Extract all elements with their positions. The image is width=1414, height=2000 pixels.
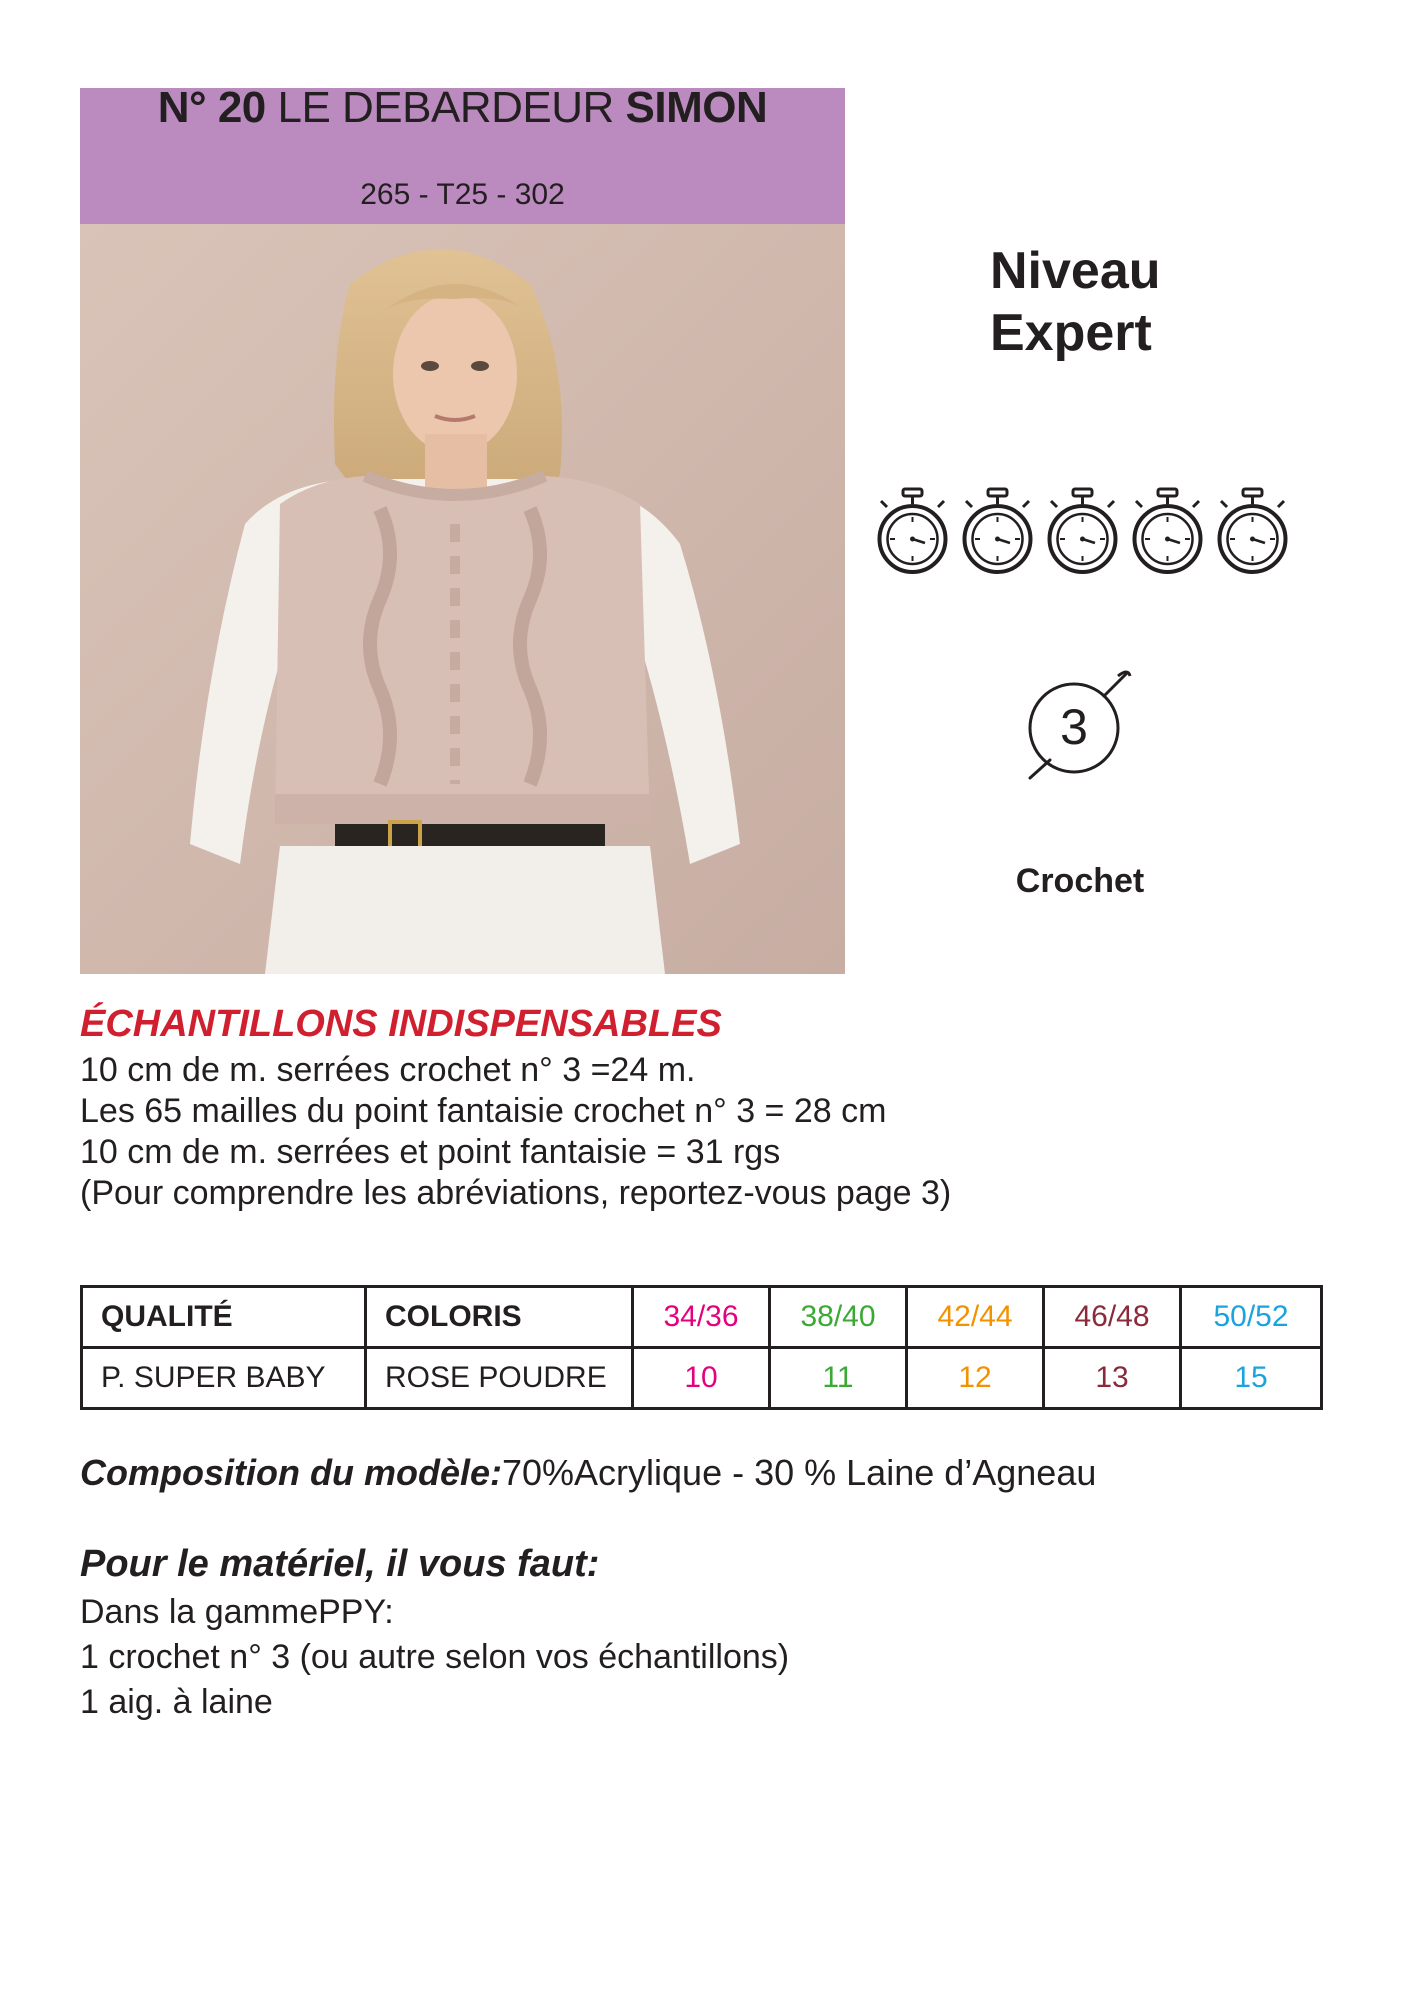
material-list — [80, 1590, 789, 1725]
quality-cell: P. SUPER BABY — [82, 1348, 366, 1409]
stopwatch-icon — [960, 487, 1035, 575]
composition — [80, 1452, 1096, 1494]
crochet-hook-icon — [1018, 662, 1138, 786]
color-cell: ROSE POUDRE — [366, 1348, 633, 1409]
material-line: 1 crochet n° 3 (ou autre selon vos échantillons) — [80, 1638, 790, 1676]
difficulty-timers — [875, 487, 1295, 577]
table-header-row — [82, 1287, 1322, 1348]
quantity-cell: 11 — [770, 1348, 907, 1409]
table-row — [82, 1348, 1322, 1409]
stopwatch-icon — [1045, 487, 1120, 575]
header-quality: QUALITÉ — [82, 1287, 366, 1348]
size-header: 42/44 — [907, 1287, 1044, 1348]
quantity-cell: 10 — [633, 1348, 770, 1409]
composition-value: 70%Acrylique - 30 % Laine d’Agneau — [501, 1452, 1097, 1493]
samples-heading: ÉCHANTILLONS INDISPENSABLES — [80, 1003, 722, 1045]
header-color: COLORIS — [366, 1287, 633, 1348]
pattern-refs: 265 - T25 - 302 — [360, 178, 565, 211]
model-photo — [80, 224, 845, 974]
yarn-table — [80, 1285, 1323, 1410]
quantity-cell: 15 — [1181, 1348, 1322, 1409]
size-header: 34/36 — [633, 1287, 770, 1348]
pattern-title: N° 20 LE DEBARDEUR SIMON — [157, 83, 768, 132]
samples-text — [80, 1050, 951, 1214]
sample-line: Les 65 mailles du point fantaisie crochet n° 3 = 28 cm — [80, 1092, 887, 1130]
quantity-cell: 12 — [907, 1348, 1044, 1409]
quantity-cell: 13 — [1044, 1348, 1181, 1409]
hook-size: 3 — [1060, 699, 1088, 755]
technique-label: Crochet — [1015, 862, 1145, 900]
stopwatch-icon — [875, 487, 950, 575]
material-line: Dans la gammePPY: — [80, 1593, 394, 1631]
size-header: 50/52 — [1181, 1287, 1322, 1348]
stopwatch-icon — [1130, 487, 1205, 575]
stopwatch-icon — [1215, 487, 1290, 575]
sample-line: 10 cm de m. serrées crochet n° 3 =24 m. — [80, 1051, 696, 1089]
title-band — [80, 83, 845, 224]
material-heading: Pour le matériel, il vous faut: — [80, 1543, 600, 1585]
sample-line: 10 cm de m. serrées et point fantaisie = 31 rgs — [80, 1133, 781, 1171]
sample-line: (Pour comprendre les abréviations, reportez-vous page 3) — [80, 1174, 952, 1212]
composition-label: Composition du modèle: — [80, 1452, 502, 1493]
level-label: Niveau Expert — [990, 242, 1161, 362]
size-header: 46/48 — [1044, 1287, 1181, 1348]
material-line: 1 aig. à laine — [80, 1683, 273, 1721]
size-header: 38/40 — [770, 1287, 907, 1348]
